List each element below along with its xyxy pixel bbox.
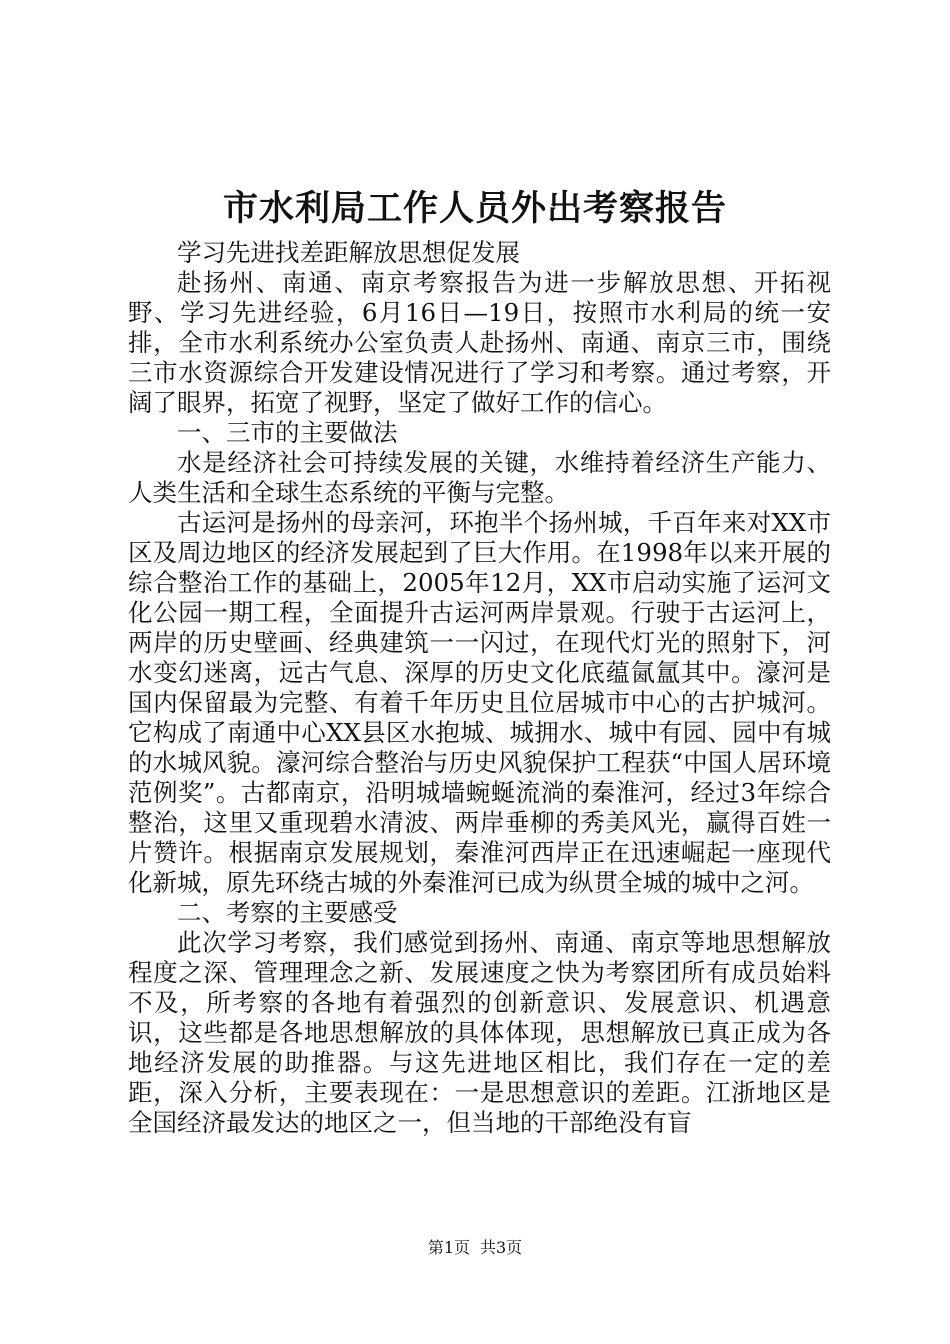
page-footer bbox=[0, 1236, 950, 1260]
page-number: 第1页 bbox=[427, 1238, 470, 1257]
section-heading-2: 二、考察的主要感受 bbox=[177, 898, 398, 927]
page-total: 共3页 bbox=[480, 1238, 523, 1257]
intro-paragraph: 赴扬州、南通、南京考察报告为进一步解放思想、开拓视野、学习先进经验，6月16日—19日，按照市水利局的统一安排，全市水利系统办公室负责人赴扬州、南通、南京三市，围绕三市水资源综合开发建设情况进行了学习和考察。通过考察，开阔了眼界，拓宽了视野，坚定了做好工作的信心。 bbox=[128, 268, 831, 417]
document-body bbox=[128, 238, 831, 1138]
document-title: 市水利局工作人员外出考察报告 bbox=[222, 188, 727, 229]
section-heading-1: 一、三市的主要做法 bbox=[177, 418, 398, 447]
body-paragraph: 古运河是扬州的母亲河，环抱半个扬州城，千百年来对XX市区及周边地区的经济发展起到了巨大作用。在1998年以来开展的综合整治工作的基础上，2005年12月，XX市启动实施了运河文化公园一期工程，全面提升古运河两岸景观。行驶于古运河上，两岸的历史壁画、经典建筑一一闪过，在现代灯光的照射下，河水变幻迷离，远古气息、深厚的历史文化底蕴氤氲其中。濠河是国内保留最为完整、有着千年历史且位居城市中心的古护城河。它构成了南通中心XX县区水抱城、城拥水、城中有园、园中有城的水城风貌。濠河综合整治与历史风貌保护工程获“中国人居环境范例奖”。古都南京，沿明城墙蜿蜒流淌的秦淮河，经过3年综合整治，这里又重现碧水清波、两岸垂柳的秀美风光，赢得百姓一片赞许。根据南京发展规划，秦淮河西岸正在迅速崛起一座现代化新城，原先环绕古城的外秦淮河已成为纵贯全城的城中之河。 bbox=[128, 508, 831, 897]
body-paragraph: 水是经济社会可持续发展的关键，水维持着经济生产能力、人类生活和全球生态系统的平衡与完整。 bbox=[128, 448, 831, 507]
subtitle-paragraph: 学习先进找差距解放思想促发展 bbox=[177, 238, 520, 267]
body-paragraph: 此次学习考察，我们感觉到扬州、南通、南京等地思想解放程度之深、管理理念之新、发展速度之快为考察团所有成员始料不及，所考察的各地有着强烈的创新意识、发展意识、机遇意识，这些都是各地思想解放的具体体现，思想解放已真正成为各地经济发展的助推器。与这先进地区相比，我们存在一定的差距，深入分析，主要表现在：一是思想意识的差距。江浙地区是全国经济最发达的地区之一，但当地的干部绝没有盲 bbox=[128, 928, 831, 1137]
